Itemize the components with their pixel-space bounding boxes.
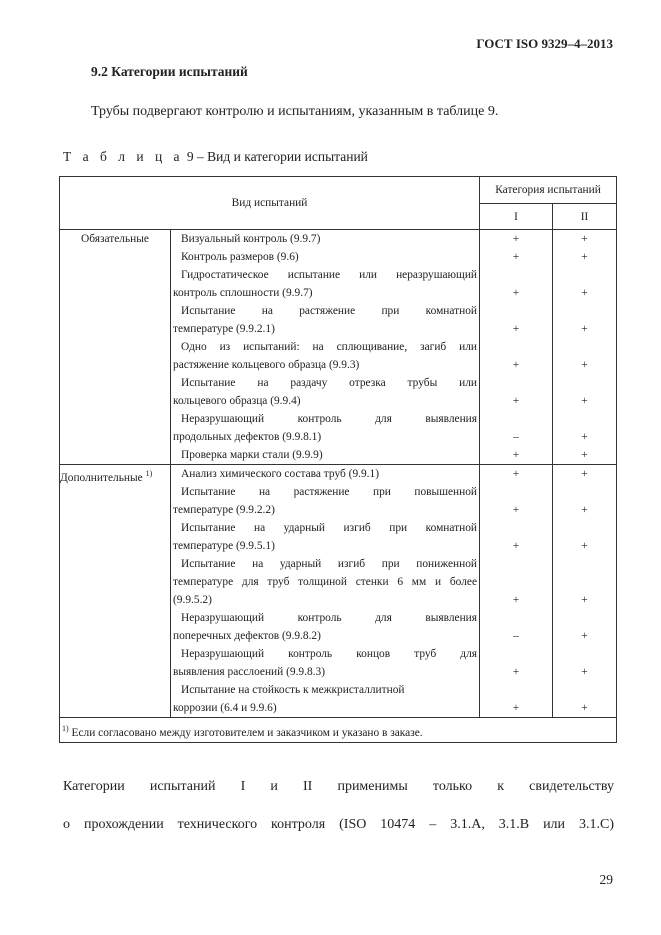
test-item: Проверка марки стали (9.9.9) bbox=[181, 449, 323, 461]
test-item: Неразрушающий контроль для выявления bbox=[181, 413, 478, 425]
page-number: 29 bbox=[599, 872, 613, 887]
mark: + bbox=[512, 359, 520, 371]
mark: + bbox=[581, 233, 588, 245]
test-item-cont: температуре (9.9.5.1) bbox=[173, 540, 275, 552]
additional-col-ii bbox=[553, 465, 617, 718]
test-item-cont: (9.9.5.2) bbox=[173, 594, 212, 606]
table-footnote bbox=[60, 718, 617, 743]
test-item: Испытание на раздачу отрезка трубы или bbox=[181, 377, 478, 389]
footnote-marker: 1) bbox=[62, 724, 69, 733]
test-item: Испытание на растяжение при комнатной bbox=[181, 305, 478, 317]
header-category: Категория испытаний bbox=[480, 177, 617, 204]
test-item-cont: продольных дефектов (9.9.8.1) bbox=[173, 431, 322, 443]
mark: + bbox=[512, 504, 520, 516]
group-mandatory-label: Обязательные bbox=[60, 230, 171, 465]
table-header-row bbox=[60, 177, 617, 204]
table-note-row bbox=[60, 718, 617, 743]
intro-paragraph: Трубы подвергают контролю и испытаниям, указанным в таблице 9. bbox=[91, 104, 499, 119]
header-test-kind: Вид испытаний bbox=[60, 177, 480, 230]
section-title: 9.2 Категории испытаний bbox=[91, 64, 248, 79]
test-item: Визуальный контроль (9.9.7) bbox=[181, 233, 321, 245]
additional-col-i bbox=[480, 465, 553, 718]
body-paragraph-line-1: Категории испытаний I и II применимы только к свидетельству bbox=[63, 779, 614, 794]
test-item-cont: растяжение кольцевого образца (9.9.3) bbox=[173, 359, 360, 371]
mark: + bbox=[512, 287, 520, 299]
test-item: Гидростатическое испытание или неразрушающий bbox=[181, 269, 478, 281]
mark: + bbox=[512, 666, 520, 678]
test-item: Неразрушающий контроль концов труб для bbox=[181, 648, 478, 660]
test-item: Анализ химического состава труб (9.9.1) bbox=[181, 468, 380, 480]
mark: + bbox=[581, 323, 588, 335]
footnote-marker: 1) bbox=[145, 469, 153, 478]
test-item-cont: кольцевого образца (9.9.4) bbox=[173, 395, 301, 407]
mandatory-tests-list bbox=[171, 230, 480, 465]
mark: + bbox=[581, 287, 588, 299]
test-item: Испытание на растяжение при повышенной bbox=[181, 486, 478, 498]
mark: + bbox=[512, 540, 520, 552]
header-col-ii: II bbox=[553, 204, 617, 230]
table-row-additional-group bbox=[60, 465, 617, 718]
body-paragraph-line-2: о прохождении технического контроля (ISO 10474 – 3.1.A, 3.1.B или 3.1.C) bbox=[63, 817, 614, 832]
table-caption-text: 9 – Вид и категории испытаний bbox=[186, 149, 368, 164]
standard-header: ГОСТ ISO 9329–4–2013 bbox=[476, 36, 613, 51]
mark: + bbox=[581, 540, 588, 552]
test-item-cont: контроль сплошности (9.9.7) bbox=[173, 287, 313, 299]
mark: + bbox=[581, 431, 588, 443]
mark: + bbox=[581, 468, 588, 480]
mark: + bbox=[512, 702, 520, 714]
mark: + bbox=[581, 359, 588, 371]
header-col-i: I bbox=[480, 204, 553, 230]
mark: + bbox=[581, 449, 588, 461]
test-item: Испытание на стойкость к межкристаллитной bbox=[181, 684, 405, 696]
test-item-cont: поперечных дефектов (9.9.8.2) bbox=[173, 630, 321, 642]
test-item: Контроль размеров (9.6) bbox=[181, 251, 299, 263]
mark: + bbox=[581, 702, 588, 714]
mandatory-col-i bbox=[480, 230, 553, 465]
test-item-cont: коррозии (6.4 и 9.9.6) bbox=[173, 702, 277, 714]
group-additional-label: Дополнительные $^{1)}$ bbox=[60, 465, 171, 718]
mark: – bbox=[513, 630, 519, 642]
mandatory-col-ii bbox=[553, 230, 617, 465]
mark: + bbox=[512, 594, 520, 606]
test-item-cont: температуре (9.9.2.2) bbox=[173, 504, 275, 516]
table-caption bbox=[63, 149, 368, 165]
mark: + bbox=[512, 233, 520, 245]
mark: + bbox=[512, 449, 520, 461]
mark: + bbox=[581, 504, 588, 516]
mark: + bbox=[581, 630, 588, 642]
test-item-cont: температуре (9.9.2.1) bbox=[173, 323, 275, 335]
mark: + bbox=[512, 395, 520, 407]
test-item: Неразрушающий контроль для выявления bbox=[181, 612, 478, 624]
test-item-cont: выявления расслоений (9.9.8.3) bbox=[173, 666, 325, 678]
test-item: Испытание на ударный изгиб при комнатной bbox=[181, 522, 478, 534]
mark: + bbox=[581, 666, 588, 678]
test-item: Испытание на ударный изгиб при пониженной bbox=[181, 558, 478, 570]
mark: + bbox=[581, 251, 588, 263]
mark: + bbox=[512, 251, 520, 263]
test-item: Одно из испытаний: на сплющивание, загиб или bbox=[181, 341, 478, 353]
table-row-mandatory-group bbox=[60, 230, 617, 465]
mark: + bbox=[581, 594, 588, 606]
mark: – bbox=[513, 431, 519, 443]
additional-tests-list bbox=[171, 465, 480, 718]
table-caption-prefix: Т а б л и ц а bbox=[63, 149, 184, 164]
mark: + bbox=[512, 323, 520, 335]
test-item-cont: температуре для труб толщиной стенки 6 мм и более bbox=[173, 576, 478, 588]
mark: + bbox=[512, 468, 520, 480]
tests-table bbox=[59, 176, 617, 743]
footnote-text: Если согласовано между изготовителем и заказчиком и указано в заказе. bbox=[71, 726, 423, 739]
mark: + bbox=[581, 395, 588, 407]
